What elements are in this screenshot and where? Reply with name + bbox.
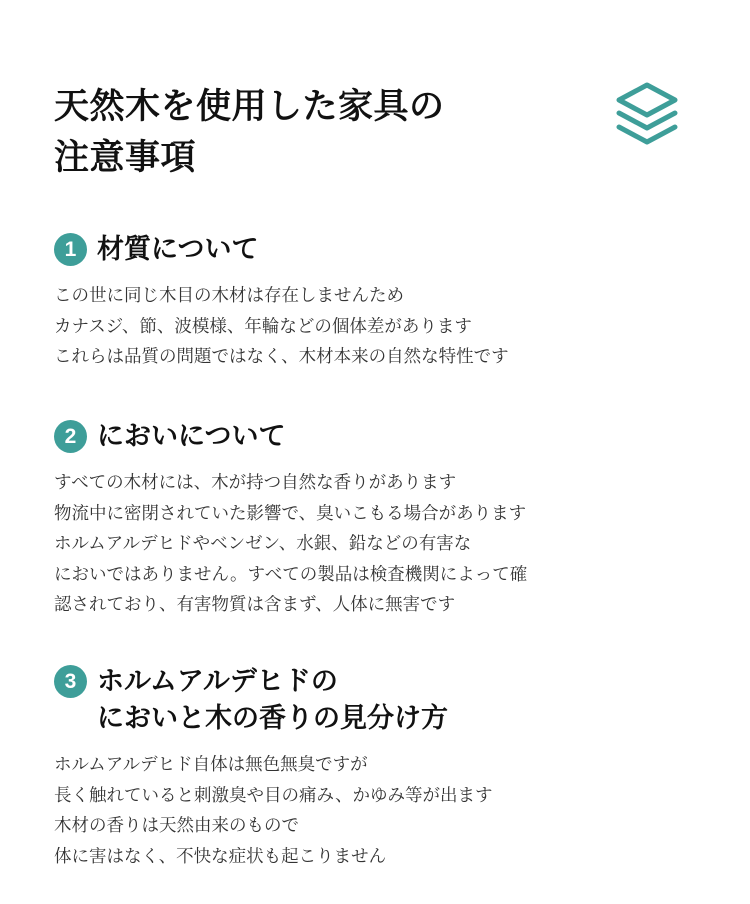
section-heading-line: ホルムアルデヒドの bbox=[97, 666, 338, 697]
body-line: 木材の香りは天然由来のもので bbox=[54, 816, 299, 836]
section-body bbox=[54, 750, 714, 872]
section-number-badge: 3 bbox=[54, 665, 87, 698]
section-number-badge: 2 bbox=[54, 420, 87, 453]
body-line: カナスジ、節、波模様、年輪などの個体差があります bbox=[54, 316, 472, 337]
section-body bbox=[54, 281, 714, 373]
body-line: 長く触れていると刺激臭や目の痛み、かゆみ等が出ます bbox=[54, 785, 493, 806]
page-title-line-2: 注意事項 bbox=[54, 138, 197, 178]
body-line: ホルムアルデヒド自体は無色無臭ですが bbox=[54, 755, 368, 775]
body-line: この世に同じ木目の木材は存在しません​ため bbox=[54, 286, 404, 306]
body-line: ホルムアルデヒドやベンゼン、水銀、鉛などの有害な bbox=[54, 534, 472, 554]
section-heading bbox=[54, 418, 714, 455]
section-heading-text bbox=[97, 663, 448, 737]
body-line: においではありません。すべての製品は検査機関によって確 bbox=[54, 564, 528, 585]
body-line: 体に害はなく、不快な症状も起こりません bbox=[54, 846, 387, 867]
body-line: これらは品質の問題ではなく、木材本来の自然な特性です bbox=[54, 347, 509, 367]
page-title bbox=[54, 82, 574, 184]
section-formaldehyde bbox=[54, 663, 714, 872]
section-heading-line: 材質について bbox=[97, 234, 259, 265]
section-heading bbox=[54, 231, 714, 268]
body-line: すべての木材には、木が持つ自然な香りがあります bbox=[54, 473, 457, 493]
section-heading-text bbox=[97, 231, 258, 268]
section-number-badge: 1 bbox=[54, 233, 87, 266]
section-heading-line: においと木の香りの見分け方 bbox=[97, 703, 448, 734]
body-line: 物流中に密閉されていた影響で、臭いこもる場合があります bbox=[54, 503, 527, 524]
section-body bbox=[54, 468, 714, 621]
section-heading-line: においについて bbox=[97, 421, 286, 452]
section-heading-text bbox=[97, 418, 285, 455]
layers-icon bbox=[612, 80, 682, 152]
section-heading bbox=[54, 663, 714, 737]
section-material bbox=[54, 231, 714, 373]
body-line: 認されており、有害物質は含まず、人体に無害です bbox=[54, 595, 456, 615]
section-smell bbox=[54, 418, 714, 621]
page-title-line-1: 天然木を使用した家具の bbox=[54, 87, 445, 127]
